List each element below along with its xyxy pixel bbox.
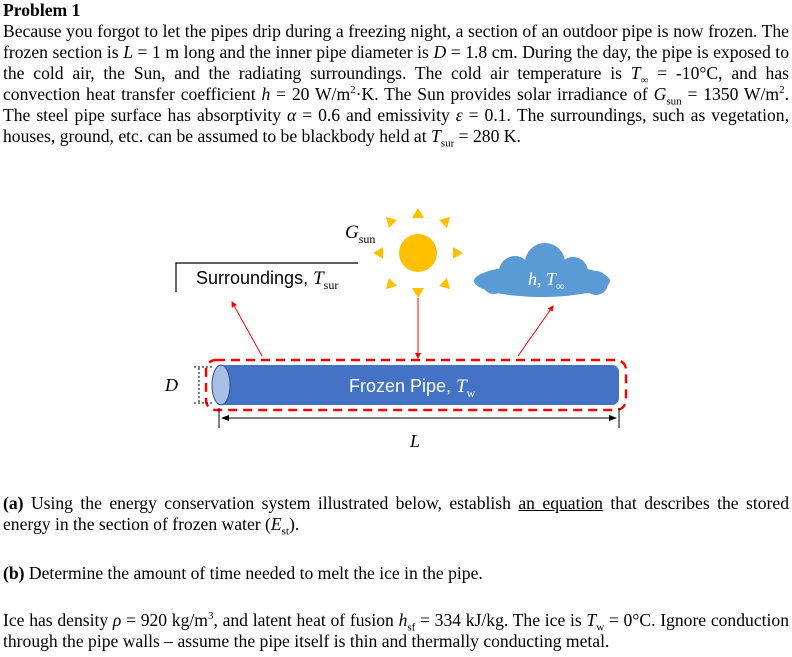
length-dimension [219,408,619,451]
convection-arrow [518,306,553,356]
svg-text:Surroundings, Tsur: Surroundings, $T_{sur}$ [196,268,339,292]
frozen-pipe [212,365,619,405]
problem-statement: Because you forgot to let the pipes drip during a freezing night, a section of an outdoor pipe is now frozen. The frozen section is L = 1 m long and the inner pipe diameter is D = 1.8 cm. During the day, the pipe is exposed to the cold air, the Sun, and the radiating surroundings. The cold air temperature is $T_\infty = -10^\circ C$, and has convection heat transfer coefficient h = 20 $W/m^2\cdot K$. The Sun provides solar irradiance of $G_{sun} = 1350$ $W/m^2$. The steel pipe surface has absorptivity α = 0.6 and emissivity ε = 0.1. The surroundings, such as vegetation, houses, ground, etc. can be assumed to be blackbody held at $T_{sur} = 280$ K. [3,21,790,150]
cloud-icon [474,243,610,297]
given-data-note: Ice has density ρ = 920 $kg/m^3$, and latent heat of fusion $h_{sf} = 334$ kJ/kg. The ice is $T_w = 0^\circ C$. Ignore conduction through the pipe walls – assume the pipe itself is thin and thermally conducting metal. [3,610,789,651]
question-b: (b) Determine the amount of time needed to melt the ice in the pipe. [3,563,483,583]
svg-text:Frozen Pipe, Tw: Frozen Pipe, $T_w$ [349,376,476,400]
surroundings-label-box [176,263,358,292]
gsun-label: $G_{sun}$ [345,222,376,246]
question-a: (a) Using the energy conservation system illustrated below, establish an equation that describes the stored energy in the section of frozen water $(E_{st})$. [3,493,790,538]
sun-icon [373,208,463,298]
svg-text:D: D [165,375,178,395]
svg-text:h, T∞: h, $T_\infty$ [528,269,565,293]
svg-text:L: L [410,431,421,451]
problem-title: Problem 1 [3,0,81,20]
radiation-to-surroundings-arrow [232,302,262,356]
